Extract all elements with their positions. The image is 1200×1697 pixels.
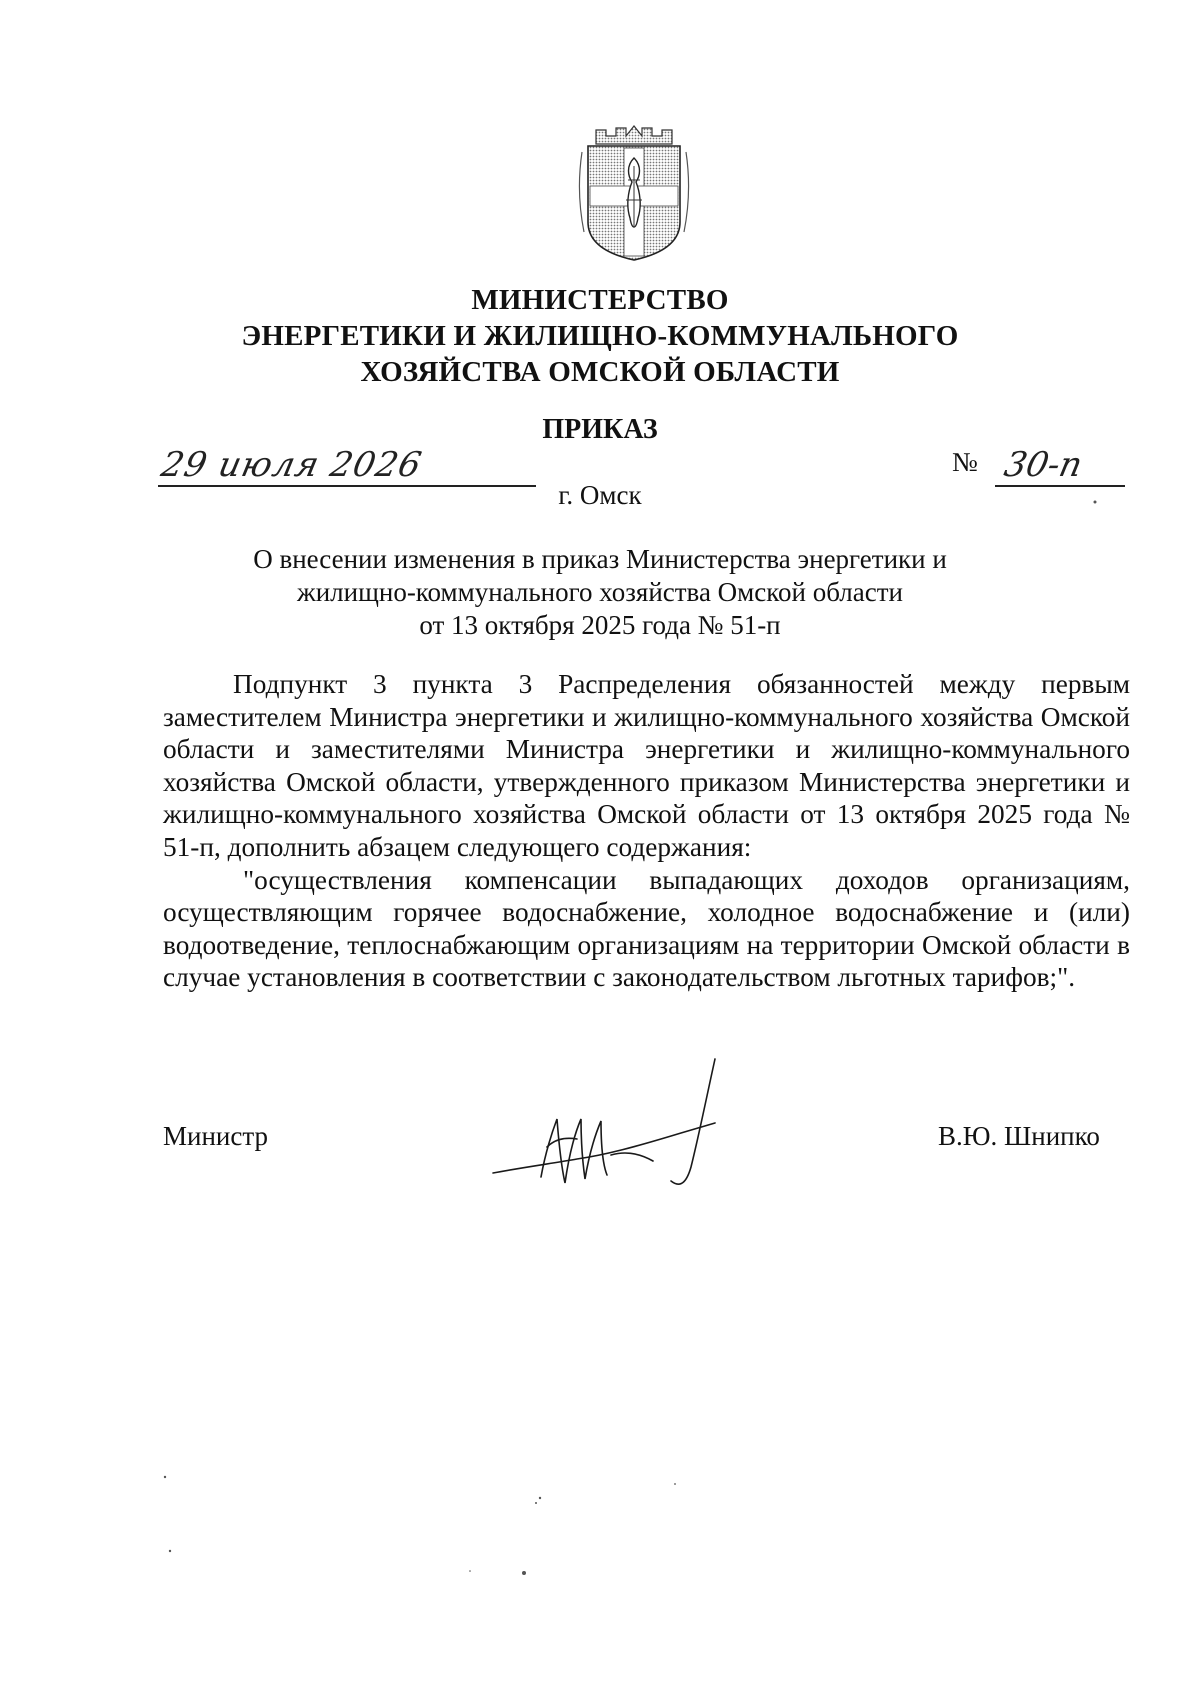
handwritten-signature xyxy=(485,1055,725,1205)
order-subject-line-2: жилищно-коммунального хозяйства Омской области xyxy=(297,577,903,607)
order-number-label: № xyxy=(952,447,978,477)
ministry-heading xyxy=(0,282,1200,390)
signatory-name: В.Ю. Шнипко xyxy=(938,1121,1100,1151)
ministry-heading-line-2: ЭНЕРГЕТИКИ И ЖИЛИЩНО-КОММУНАЛЬНОГО xyxy=(241,320,959,352)
order-subject-line-1: О внесении изменения в приказ Министерства энергетики и xyxy=(253,544,947,574)
order-date-handwritten: 29 июля 2026 xyxy=(157,445,426,485)
body-paragraph-2: "осуществления компенсации выпадающих доходов организациям, осуществляющим горячее водоснабжение, холодное водоснабжение и (или) водоотведение, теплоснабжающим организациям на территории Омской области в случае установления в соответствии с законодательством льготных тарифов;". xyxy=(163,864,1130,993)
order-number-handwritten: 30-п xyxy=(1000,445,1086,485)
order-subject xyxy=(0,543,1200,642)
order-subject-line-3: от 13 октября 2025 года № 51-п xyxy=(419,610,781,640)
ministry-heading-line-1: МИНИСТЕРСТВО xyxy=(471,284,729,316)
body-paragraph-1: Подпункт 3 пункта 3 Распределения обязанностей между первым заместителем Министра энергетики и жилищно-коммунального хозяйства Омской области и заместителями Министра энергетики и жилищно-коммунального хозяйства Омской области, утвержденного приказом Министерства энергетики и жилищно-коммунального хозяйства Омской области от 13 октября 2025 года № 51-п, дополнить абзацем следующего содержания: xyxy=(163,669,1130,862)
order-city: г. Омск xyxy=(558,480,642,510)
ministry-heading-line-3: ХОЗЯЙСТВА ОМСКОЙ ОБЛАСТИ xyxy=(360,356,840,388)
order-body xyxy=(163,668,1130,994)
order-title: ПРИКАЗ xyxy=(542,414,658,445)
signatory-position: Министр xyxy=(163,1121,268,1151)
coat-of-arms-emblem xyxy=(574,122,694,264)
